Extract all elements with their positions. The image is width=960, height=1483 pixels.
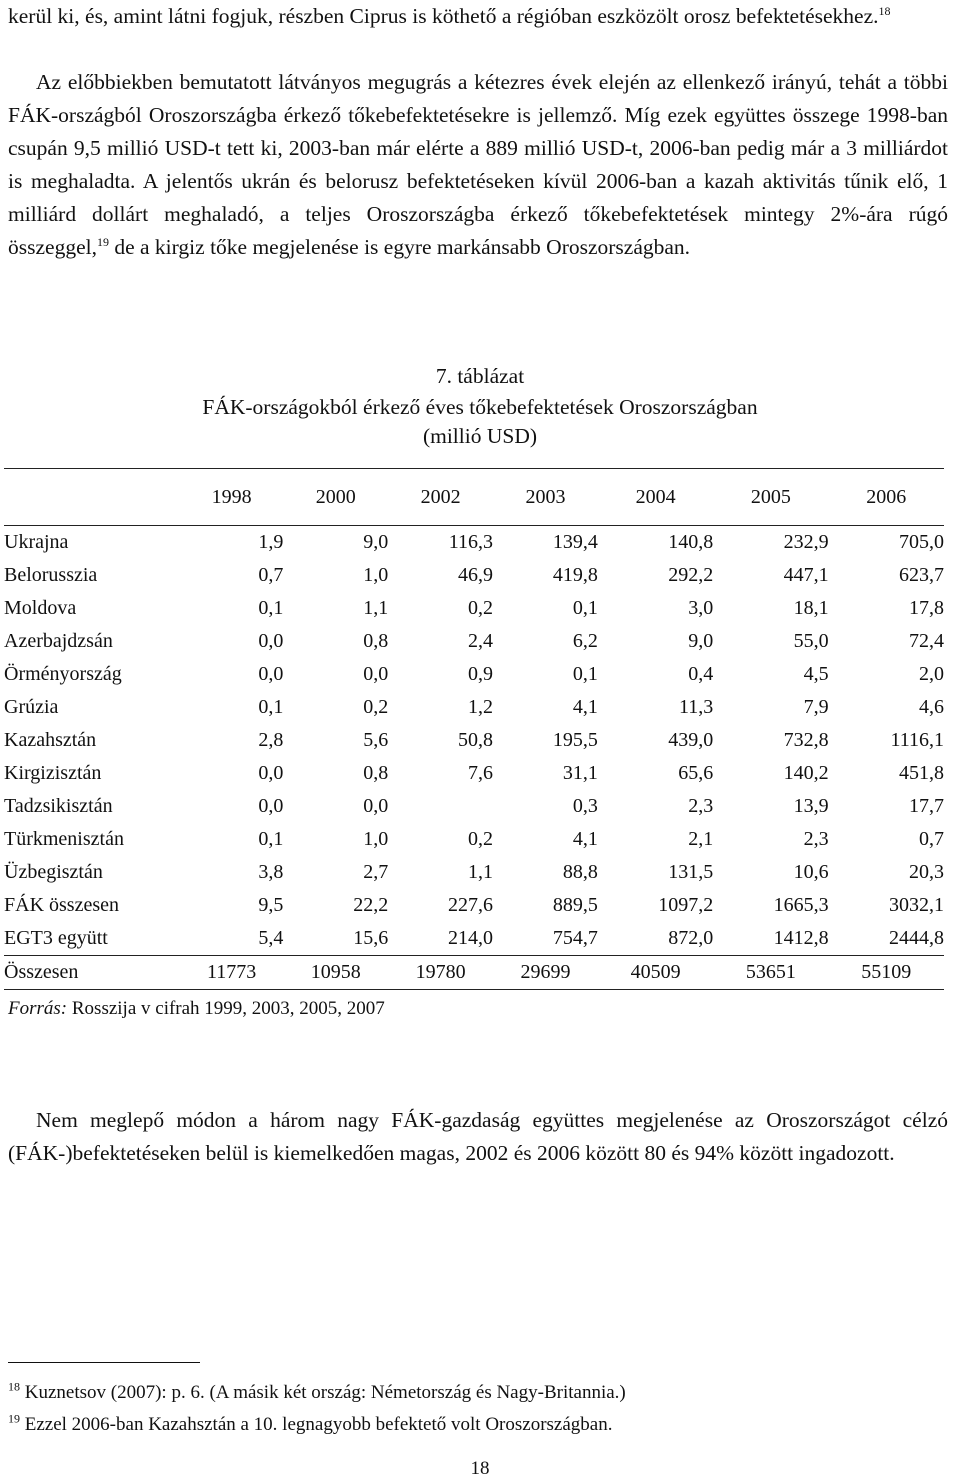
value-cell: 0,7 [258,564,284,586]
value-cell: 0,3 [572,795,598,817]
value-cell: 140,2 [783,762,829,784]
value-cell: 140,8 [668,531,714,553]
footnote-19 [8,1412,612,1438]
value-cell: 889,5 [552,894,598,916]
country-cell: Üzbegisztán [4,861,103,883]
value-cell: 20,3 [909,861,944,883]
country-cell: Ukrajna [4,531,69,553]
value-cell: 0,0 [363,795,389,817]
year-header: 2005 [713,469,828,526]
total-value-cell: 53651 [713,956,828,990]
table-row [4,889,944,922]
value-cell: 6,2 [572,630,598,652]
value-cell: 17,8 [909,597,944,619]
table-row [4,625,944,658]
country-cell: Tadzsikisztán [4,795,113,817]
value-cell: 195,5 [552,729,598,751]
intro-text-1: kerül ki, és, amint látni fogjuk, részben Ciprus is köthető a régióban eszközölt orosz befektetésekhez. [8,4,879,28]
value-cell: 46,9 [458,564,494,586]
table-total-row [4,956,944,990]
total-value-cell: 11773 [180,956,283,990]
value-cell: 0,1 [258,828,284,850]
value-cell: 451,8 [899,762,944,784]
value-cell: 1,9 [258,531,284,553]
intro-text-2b: de a kirgiz tőke megjelenése is egyre markánsabb Oroszországban. [114,235,691,259]
country-cell: Belorusszia [4,564,98,586]
country-cell: FÁK összesen [4,894,119,916]
table-row [4,757,944,790]
value-cell: 1,2 [468,696,494,718]
value-cell: 0,2 [468,828,494,850]
year-header: 2002 [388,469,493,526]
value-cell: 5,6 [363,729,389,751]
value-cell: 447,1 [783,564,829,586]
value-cell: 88,8 [562,861,598,883]
value-cell: 0,1 [258,597,284,619]
value-cell: 9,0 [363,531,389,553]
value-cell: 0,4 [688,663,714,685]
closing-paragraph [8,1104,948,1170]
value-cell: 1,1 [363,597,389,619]
value-cell: 439,0 [668,729,714,751]
total-value-cell: 29699 [493,956,598,990]
value-cell: 2,4 [468,630,494,652]
value-cell: 1116,1 [890,729,944,751]
value-cell: 292,2 [668,564,714,586]
footnote-text: Ezzel 2006-ban Kazahsztán a 10. legnagyobb befektető volt Oroszországban. [24,1414,613,1435]
total-value-cell: 55109 [829,956,944,990]
value-cell: 4,1 [572,828,598,850]
value-cell: 3032,1 [889,894,944,916]
value-cell: 1097,2 [658,894,714,916]
header-label-cell [4,469,180,526]
value-cell: 732,8 [783,729,829,751]
year-header: 1998 [180,469,283,526]
table-row [4,526,944,560]
value-cell: 2,0 [919,663,944,685]
value-cell: 2,8 [258,729,284,751]
value-cell: 116,3 [448,531,494,553]
footnote-18 [8,1380,626,1406]
value-cell: 2,3 [688,795,714,817]
footnote-ref-19: 19 [96,234,109,249]
value-cell: 1,1 [468,861,494,883]
value-cell: 0,7 [919,828,944,850]
total-label-cell: Összesen [4,956,180,990]
value-cell: 2,1 [688,828,714,850]
value-cell: 11,3 [678,696,714,718]
year-header: 2006 [829,469,944,526]
table-row [4,790,944,823]
table-row [4,559,944,592]
value-cell: 7,9 [803,696,829,718]
value-cell: 2444,8 [889,927,944,949]
value-cell: 0,8 [363,762,389,784]
value-cell: 9,5 [258,894,284,916]
footnote-number: 18 [8,1379,20,1394]
table-row [4,823,944,856]
value-cell: 9,0 [688,630,714,652]
value-cell: 10,6 [793,861,829,883]
value-cell: 0,2 [468,597,494,619]
value-cell: 0,0 [258,630,284,652]
value-cell: 0,2 [363,696,389,718]
table-row [4,658,944,691]
country-cell: Örményország [4,663,122,685]
value-cell: 227,6 [448,894,494,916]
year-header: 2003 [493,469,598,526]
value-cell: 232,9 [783,531,829,553]
country-cell: Türkmenisztán [4,828,124,850]
table-row [4,724,944,757]
value-cell: 131,5 [668,861,714,883]
value-cell: 1665,3 [773,894,829,916]
table-title: FÁK-országokból érkező éves tőkebefektetések Oroszországban [202,395,758,419]
intro-text-2a: Az előbbiekben bemutatott látványos megugrás a kétezres évek elején az ellenkező irányú, tehát a többi FÁK-országból Oroszországba érkező tőkebefektetésekre is jellemző. Míg ezek együttes összege 1998-ban csupán 9,5 millió USD-t tett ki, 2003-ban már elérte a 889 millió USD-t, 2006-ban pedig már a 3 milliárdot is meghaladta. A jelentős ukrán és belorusz befektetéseken kívül 2006-ban a kazah aktivitás tűnik elő, 1 milliárd dollárt meghaladó, a teljes Oroszországba érkező tőkebefektetések mintegy 2%-ára rúgó összeggel, [8,70,948,259]
table-number: 7. táblázat [435,364,525,388]
value-cell: 872,0 [668,927,714,949]
value-cell: 0,0 [258,762,284,784]
value-cell: 0,8 [363,630,389,652]
value-cell: 4,5 [803,663,829,685]
table-row [4,856,944,889]
value-cell: 0,9 [468,663,494,685]
value-cell: 4,6 [919,696,944,718]
value-cell: 754,7 [552,927,598,949]
value-cell: 65,6 [678,762,714,784]
year-header: 2004 [598,469,713,526]
country-cell: Grúzia [4,696,59,718]
table-row [4,592,944,625]
table-row [4,691,944,724]
table-source [8,998,385,1020]
value-cell: 419,8 [552,564,598,586]
country-cell: Azerbajdzsán [4,630,113,652]
value-cell: 2,3 [803,828,829,850]
value-cell: 705,0 [899,531,944,553]
total-value-cell: 40509 [598,956,713,990]
country-cell: Moldova [4,597,77,619]
value-cell: 22,2 [353,894,389,916]
intro-paragraph-1 [8,0,948,33]
value-cell: 55,0 [793,630,829,652]
investment-table [4,468,944,990]
value-cell: 4,1 [572,696,598,718]
value-cell: 0,0 [258,663,284,685]
value-cell: 1,0 [363,828,389,850]
country-cell: EGT3 együtt [4,927,108,949]
source-text: Rosszija v cifrah 1999, 2003, 2005, 2007 [71,998,385,1019]
value-cell: 31,1 [562,762,598,784]
footnote-text: Kuznetsov (2007): p. 6. (A másik két ország: Németország és Nagy-Britannia.) [24,1382,626,1403]
value-cell [388,790,493,823]
value-cell: 1,0 [363,564,389,586]
footnote-divider [8,1362,200,1363]
value-cell: 2,7 [363,861,389,883]
value-cell: 17,7 [909,795,944,817]
value-cell: 214,0 [448,927,494,949]
value-cell: 72,4 [909,630,944,652]
source-label: Forrás: [8,998,68,1019]
value-cell: 1412,8 [773,927,829,949]
value-cell: 0,0 [258,795,284,817]
value-cell: 139,4 [552,531,598,553]
value-cell: 3,0 [688,597,714,619]
country-cell: Kazahsztán [4,729,97,751]
value-cell: 0,1 [258,696,284,718]
footnote-number: 19 [8,1411,20,1426]
value-cell: 7,6 [468,762,494,784]
value-cell: 50,8 [458,729,494,751]
value-cell: 13,9 [793,795,829,817]
value-cell: 0,1 [572,663,598,685]
closing-text: Nem meglepő módon a három nagy FÁK-gazdaság együttes megjelenése az Oroszországot célzó (FÁK-)befektetéseken belül is kiemelkedően magas, 2002 és 2006 között 80 és 94% között ingadozott. [8,1108,948,1165]
footnote-ref-18: 18 [878,3,891,18]
page-number: 18 [470,1458,490,1479]
value-cell: 0,0 [363,663,389,685]
table-row [4,922,944,956]
table-unit: (millió USD) [422,424,538,448]
country-cell: Kirgizisztán [4,762,102,784]
value-cell: 0,1 [572,597,598,619]
value-cell: 3,8 [258,861,284,883]
total-value-cell: 19780 [388,956,493,990]
year-header: 2000 [283,469,388,526]
intro-paragraph-2 [8,66,948,264]
value-cell: 5,4 [258,927,284,949]
value-cell: 623,7 [899,564,944,586]
total-value-cell: 10958 [283,956,388,990]
table-header-row [4,469,944,526]
value-cell: 15,6 [353,927,389,949]
value-cell: 18,1 [793,597,829,619]
